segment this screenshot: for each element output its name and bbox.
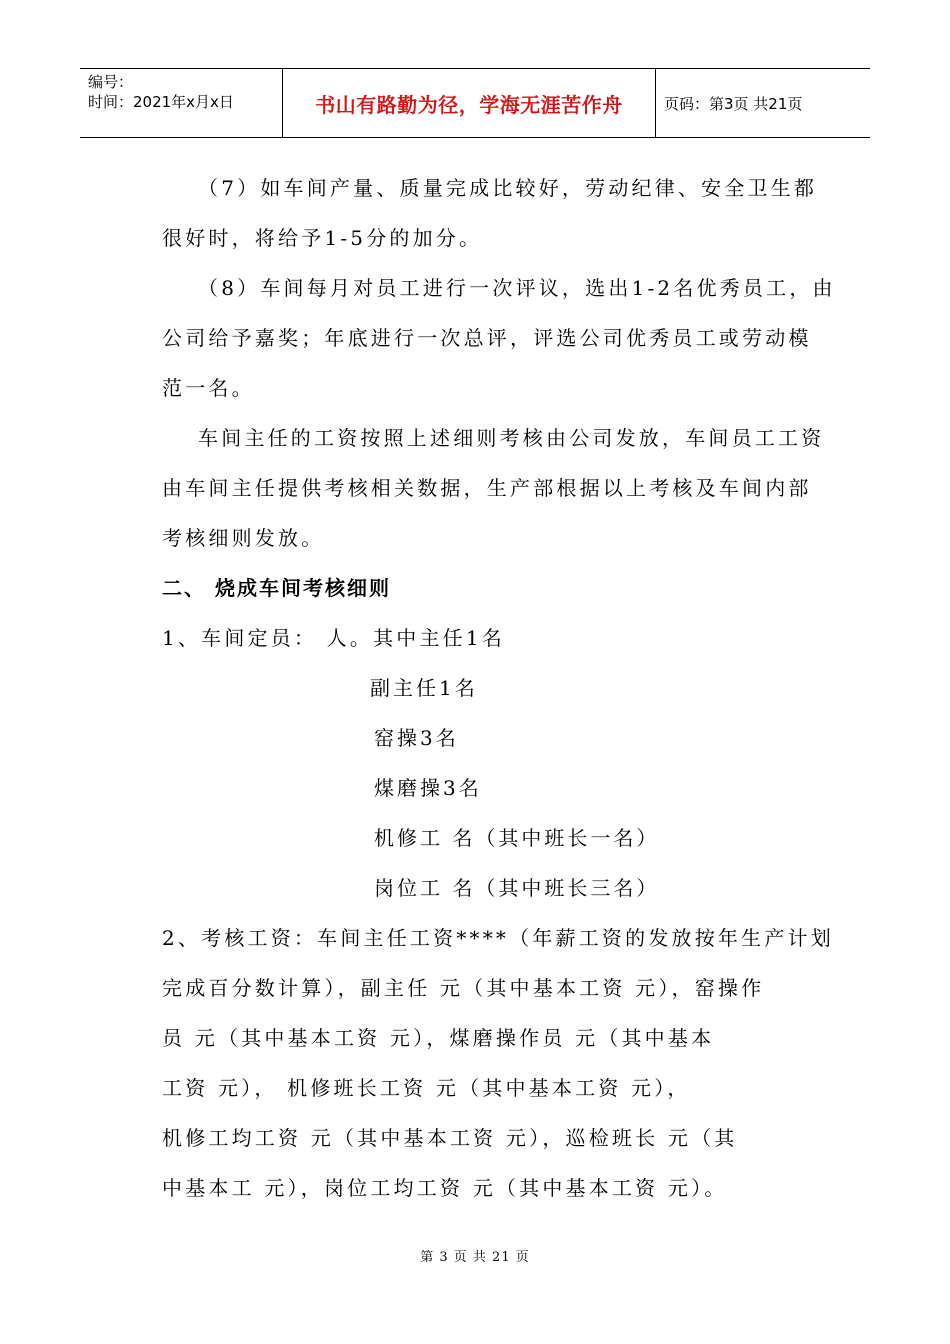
page-footer: 第 3 页 共 21 页 bbox=[420, 1250, 530, 1265]
wage-line1: 2、考核工资：车间主任工资****（年薪工资的发放按年生产计划 bbox=[162, 926, 834, 950]
staff-item: 岗位工 名（其中班长三名） bbox=[374, 876, 660, 900]
item8-line2: 公司给予嘉奖；年底进行一次总评，评选公司优秀员工或劳动模 bbox=[162, 326, 812, 350]
staff-item: 煤磨操3名 bbox=[374, 776, 482, 800]
staff-line: 1、车间定员： 人。其中主任1名 bbox=[162, 626, 506, 650]
wage-line6: 中基本工 元），岗位工均工资 元（其中基本工资 元）。 bbox=[162, 1176, 728, 1200]
document-header bbox=[80, 68, 870, 138]
time-label: 时间：2021年x月x日 bbox=[88, 93, 234, 111]
wage-line5: 机修工均工资 元（其中基本工资 元），巡检班长 元（其 bbox=[162, 1126, 738, 1150]
wage-line4: 工资 元）， 机修班长工资 元（其中基本工资 元）， bbox=[162, 1076, 691, 1100]
item8-line1: （8）车间每月对员工进行一次评议，选出1-2名优秀员工，由 bbox=[198, 276, 836, 300]
staff-item: 机修工 名（其中班长一名） bbox=[374, 826, 660, 850]
salary-line2: 由车间主任提供考核相关数据，生产部根据以上考核及车间内部 bbox=[162, 476, 812, 500]
header-page-info: 页码：第3页 共21页 bbox=[664, 94, 803, 113]
salary-line3: 考核细则发放。 bbox=[162, 526, 325, 550]
item7-line2: 很好时，将给予1-5分的加分。 bbox=[162, 226, 483, 250]
item7-line1: （7）如车间产量、质量完成比较好，劳动纪律、安全卫生都 bbox=[198, 176, 818, 200]
item8-line3: 范一名。 bbox=[162, 376, 255, 400]
staff-item: 窑操3名 bbox=[374, 726, 459, 750]
header-motto: 书山有路勤为径，学海无涯苦作舟 bbox=[283, 69, 656, 137]
wage-line3: 员 元（其中基本工资 元），煤磨操作员 元（其中基本 bbox=[162, 1026, 715, 1050]
section-title: 二、 烧成车间考核细则 bbox=[162, 576, 391, 600]
staff-item: 副主任1名 bbox=[370, 676, 478, 700]
wage-line2: 完成百分数计算），副主任 元（其中基本工资 元），窑操作 bbox=[162, 976, 765, 1000]
number-label: 编号： bbox=[88, 73, 134, 91]
header-meta-cell bbox=[80, 69, 283, 137]
salary-line1: 车间主任的工资按照上述细则考核由公司发放，车间员工工资 bbox=[198, 426, 825, 450]
